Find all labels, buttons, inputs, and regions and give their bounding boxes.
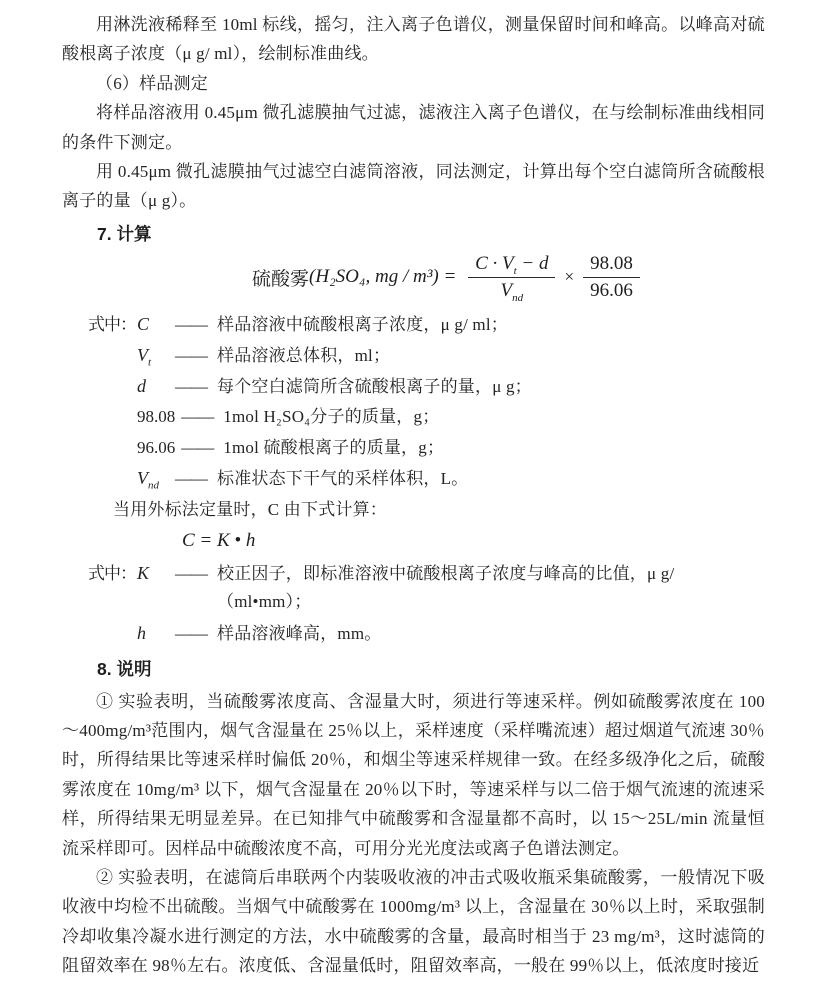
paragraph-sample-filtration: 将样品溶液用 0.45μm 微孔滤膜抽气过滤，滤液注入离子色谱仪，在与绘制标准曲线相同的条件下测定。 [62, 103, 765, 152]
formula-fraction-sample [468, 252, 555, 303]
definition-dash: —— [175, 377, 207, 397]
formula-lhs-name: 硫酸雾 [252, 268, 310, 290]
correction-formula-definitions [62, 559, 765, 647]
where-label: 式中： [88, 314, 136, 334]
formula-lhs-expression: (H₂SO₄, mg / m³) = [309, 266, 462, 288]
definition-dash: —— [175, 468, 207, 488]
paragraph-sample-determination-heading: （6）样品测定 [96, 73, 208, 93]
definition-symbol: 98.08 [137, 407, 176, 427]
definition-dash: —— [175, 564, 207, 584]
definition-dash: —— [175, 314, 207, 334]
definition-description: 样品溶液峰高，mm。 [217, 623, 382, 643]
definition-symbol: d [137, 376, 146, 397]
formula-definitions [62, 310, 765, 493]
where-label: 式中： [88, 564, 136, 584]
note-1-isokinetic-sampling: ① 实验表明，当硫酸雾浓度高、含湿量大时，须进行等速采样。例如硫酸雾浓度在 100～400mg/m³范围内，烟气含湿量在 25％以上，采样速度（采样嘴流速）超过烟道气流速 30％时，所得结果比等速采样时偏低 20％，和烟尘等速采样规律一致。在经多级净化之后，硫酸雾浓度在 10mg/m³ 以下，烟气含湿量在 20％以下时，等速采样与以二倍于烟气流速的流速采样，所得结果无明显差异。在已知排气中硫酸雾和含湿量都不高时，以 15～25L/min 流量恒流采样即可。因样品中硫酸浓度不高，可用分光光度法或离子色谱法测定。 [62, 691, 765, 858]
fraction-denominator: $V_{nd}$ [500, 279, 524, 304]
definition-row-96-06 [88, 434, 765, 462]
definition-dash: —— [175, 346, 207, 366]
formula-fraction-molar-ratio [583, 252, 640, 303]
definition-symbol: K [137, 563, 150, 584]
section-7-heading: 7. 计算 [97, 223, 152, 244]
definition-dash: —— [175, 623, 207, 643]
definition-description: 标准状态下干气的采样体积，L。 [217, 468, 469, 488]
paragraph-rinse-dilution: 用淋洗液稀释至 10ml 标线，摇匀，注入离子色谱仪，测量保留时间和峰高。以峰高对硫酸根离子浓度（μ g/ ml），绘制标准曲线。 [62, 15, 765, 64]
external-standard-note: 当用外标法定量时，C 由下式计算： [113, 499, 387, 519]
section-8-notes [62, 687, 765, 981]
fraction-numerator: $C \cdot V_t - d$ [468, 252, 555, 278]
definition-description: 1mol H₂SO₄分子的质量，g； [223, 407, 440, 427]
sulfuric-acid-mist-formula [252, 252, 765, 303]
definition-description: 1mol 硫酸根离子的质量，g； [223, 437, 445, 457]
definition-dash: —— [181, 407, 214, 427]
definition-row-98-08 [88, 403, 765, 431]
multiply-sign: × [564, 267, 575, 287]
definition-description: 样品溶液中硫酸根离子浓度，μ g/ ml； [217, 314, 508, 334]
definition-dash: —— [181, 437, 214, 457]
definition-symbol: h [137, 622, 146, 643]
correction-factor-formula: C = K • h [182, 530, 256, 552]
definition-row-d [88, 372, 765, 401]
note-2-absorption-bottles: ② 实验表明，在滤筒后串联两个内装吸收液的冲击式吸收瓶采集硫酸雾，一般情况下吸收液中均检不出硫酸。当烟气中硫酸雾在 1000mg/m³ 以上，含湿量在 30％以上时，采取强制冷却收集冷凝水进行测定的方法，水中硫酸雾的含量，最高时相当于 23 mg/m³，这时滤筒的阻留效率在 98％左右。浓度低、含湿量低时，阻留效率高，一般在 99％以上，低浓度时接近 [62, 868, 765, 976]
definition-symbol: C [137, 313, 150, 334]
definition-row-k [88, 559, 765, 616]
definition-row-h [88, 619, 765, 648]
definition-row-vt [88, 341, 765, 370]
paragraph-blank-filter-cartridge: 用 0.45μm 微孔滤膜抽气过滤空白滤筒溶液，同法测定，计算出每个空白滤筒所含硫酸根离子的量（μ g）。 [62, 162, 765, 211]
fraction-denominator: 96.06 [590, 279, 633, 301]
definition-symbol: 96.06 [137, 437, 176, 457]
definition-description: 每个空白滤筒所含硫酸根离子的量，μ g； [217, 377, 532, 397]
definition-description: 样品溶液总体积，ml； [217, 346, 391, 366]
definition-description: 校正因子，即标准溶液中硫酸根离子浓度与峰高的比值，μ g/ （ml•mm）； [217, 564, 675, 612]
definition-symbol: $V_t$ [137, 345, 152, 369]
fraction-numerator: 98.08 [583, 252, 640, 278]
section-8-heading: 8. 说明 [97, 658, 152, 679]
definition-row-vnd [88, 464, 765, 493]
definition-symbol: $V_{nd}$ [137, 467, 159, 492]
definition-row-c [88, 310, 765, 339]
